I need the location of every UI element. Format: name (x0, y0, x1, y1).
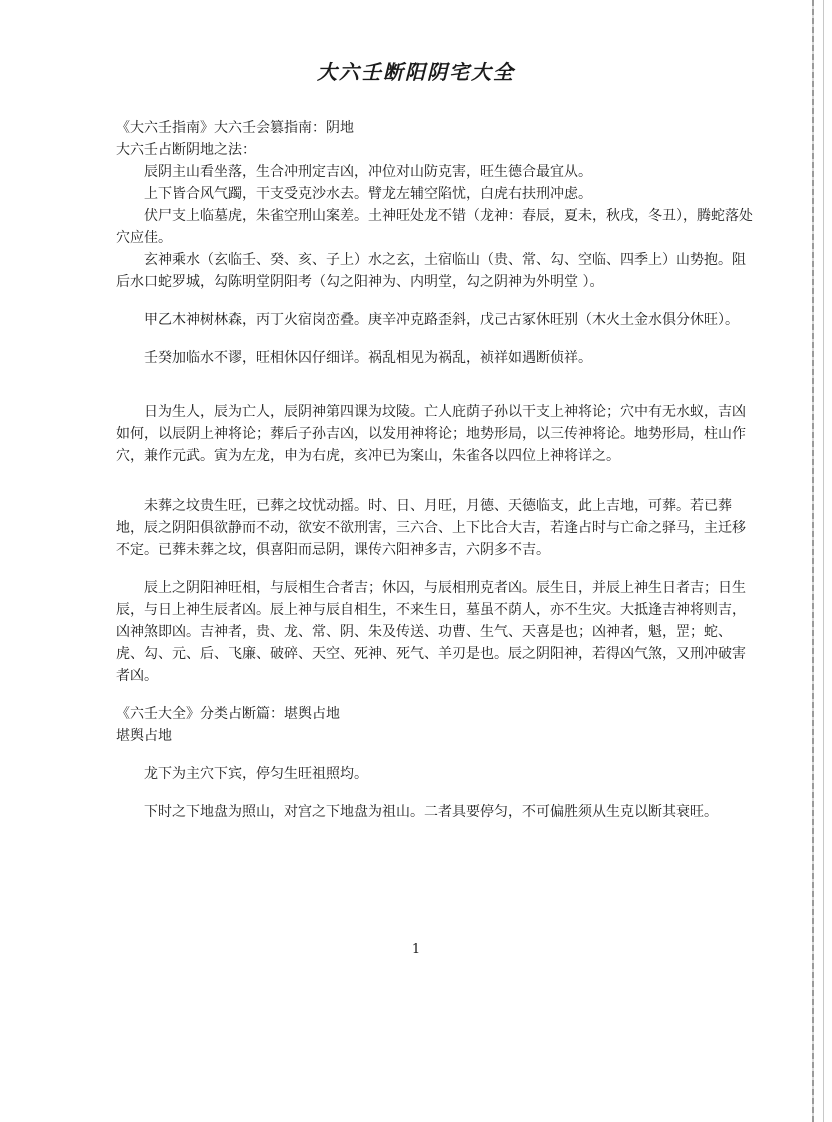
paragraph: 下时之下地盘为照山，对宫之下地盘为祖山。二者具要停匀，不可偏胜须从生克以断其衰旺。 (144, 804, 718, 820)
paragraph: 上下皆合风气躅，干支受克沙水去。臂龙左辅空陷忧，白虎右扶刑冲虑。 (144, 186, 592, 202)
section-heading: 《大六壬指南》大六壬会篡指南：阴地 (116, 120, 354, 136)
document-title: 大六壬断阳阴宅大全 (317, 60, 515, 84)
paragraph: 伏尸支上临墓虎，朱雀空刑山案差。土神旺处龙不错（龙神：春辰，夏未，秋戌，冬丑），腾蛇落处穴应佳。 (116, 208, 753, 246)
section-subheading: 大六壬占断阴地之法： (116, 142, 256, 158)
paragraph: 玄神乘水（玄临壬、癸、亥、子上）水之玄，土宿临山（贵、常、勾、空临、四季上）山势抱。阻后水口蛇罗城，勾陈明堂阴阳考（勾之阳神为、内明堂，勾之阴神为外明堂 ）。 (116, 252, 746, 290)
paragraph: 辰阴主山看坐落，生合冲刑定吉凶，冲位对山防克害，旺生德合最宜从。 (144, 164, 592, 180)
paragraph: 未葬之坟贵生旺，已葬之坟忧动摇。时、日、月旺，月德、天德临支，此上吉地，可葬。若已葬地，辰之阴阳俱欲静而不动，欲安不欲刑害，三六合、上下比合大吉，若逢占时与亡命之驿马，主迁移不定。已葬未葬之坟，俱喜阳而忌阴，课传六阳神多吉，六阴多不吉。 (116, 498, 746, 558)
section-subheading: 堪舆占地 (116, 728, 172, 744)
paragraph: 甲乙木神树林森，丙丁火宿岗峦叠。庚辛冲克路歪斜，戊己古冢休旺别（木火土金水俱分休旺）。 (144, 312, 739, 328)
paragraph: 壬癸加临水不谬，旺相休囚仔细详。祸乱相见为祸乱，祯祥如遇断侦祥。 (144, 350, 592, 366)
paragraph: 龙下为主穴下宾，停匀生旺祖照均。 (144, 766, 368, 782)
section-heading: 《六壬大全》分类占断篇：堪舆占地 (116, 706, 340, 722)
page-number: 1 (411, 942, 421, 957)
document-body (116, 117, 758, 823)
paragraph: 日为生人，辰为亡人，辰阴神第四课为坟陵。亡人庇荫子孙以干支上神将论；穴中有无水蚁，吉凶如何，以辰阴上神将论；葬后子孙吉凶，以发用神将论；地势形局，以三传神将论。地势形局，柱山作穴，兼作元武。寅为左龙，申为右虎，亥冲已为案山，朱雀各以四位上神将详之。 (116, 404, 746, 464)
paragraph: 辰上之阴阳神旺相，与辰相生合者吉；休囚，与辰相刑克者凶。辰生日，并辰上神生日者吉；日生辰，与日上神生辰者凶。辰上神与辰自相生，不来生日，墓虽不荫人，亦不生灾。大抵逢吉神将则吉，凶神煞即凶。吉神者，贵、龙、常、阴、朱及传送、功曹、生气、天喜是也；凶神者，魁，罡；蛇、虎、勾、元、后、飞廉、破碎、天空、死神、死气、羊刃是也。辰之阴阳神，若得凶气煞，又刑冲破害者凶。 (116, 580, 746, 684)
